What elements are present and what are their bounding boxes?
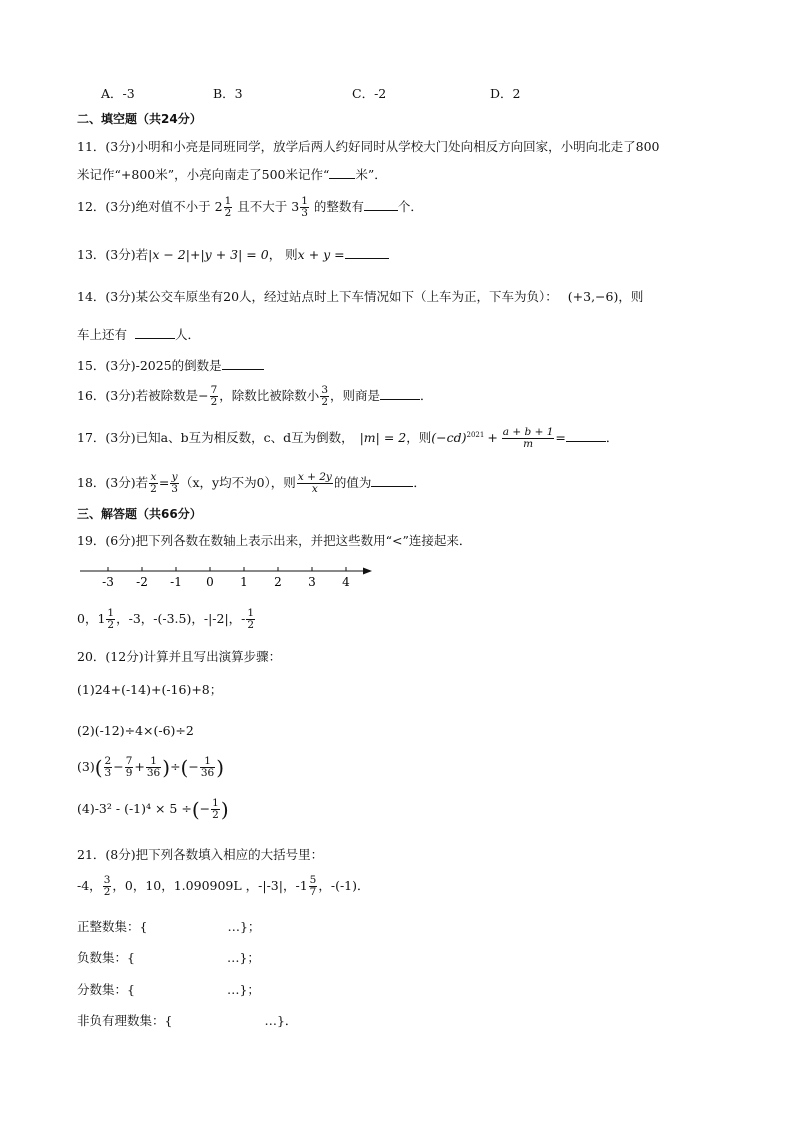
question-20: 20．(12分)计算并且写出演算步骤： [77,649,282,664]
set-fractions: 分数集：{ …}； [77,982,260,997]
tick-label: -1 [170,575,182,589]
fraction: $\frac{x + 2y}{x}$ [297,471,332,495]
section-title-fill-in: 二、填空题（共24分） [77,112,202,126]
tick-label: 1 [240,575,248,589]
question-16: 16．(3分)若被除数是− $\frac{7}{2}$ ，除数比被除数小 $\frac{3}{2}$ ，则商是 ． [77,384,433,408]
question-20-part-3: (3)( $\frac{2}{3}$ − $\frac{7}{9}$ + $\frac{1}{36}$ )÷(− $\frac{1}{36}$ ) [77,755,225,780]
fraction: $\frac{1}{3}$ [301,195,308,219]
tick-label: 3 [308,575,316,589]
answer-blank [380,387,420,400]
question-12: 12．(3分)绝对值不小于 2 $\frac{1}{2}$ 且不大于 3 $\frac{1}{3}$ 的整数有 个． [77,195,423,219]
tick-label: 2 [274,575,282,589]
question-21: 21．(8分)把下列各数填入相应的大括号里： [77,847,324,862]
section-title-solutions: 三、解答题（共66分） [77,507,202,521]
fraction: $\frac{7}{2}$ [210,384,218,408]
question-19: 19．(6分)把下列各数在数轴上表示出来，并把这些数用“<”连接起来． [77,533,472,548]
question-14-line2: 车上还有 人． [77,327,201,342]
option-b: B．3 [213,86,243,101]
question-20-part-1: (1)24+(-14)+(-16)+8； [77,682,223,697]
question-11-line2: 米记作“+800米”，小亮向南走了500米记作“ 米”． [77,167,387,182]
question-15: 15．(3分)-2025的倒数是 [77,356,264,374]
tick-label: -2 [136,575,148,589]
question-18: 18．(3分)若 $\frac{x}{2}$ = $\frac{y}{3}$ （x，y均不为0），则 $\frac{x + 2y}{x}$ 的值为 ． [77,471,426,495]
question-20-part-2: (2)(-12)÷4×(-6)÷2 [77,723,194,738]
option-a: A．-3 [101,86,135,101]
answer-blank [371,474,413,487]
fraction: $\frac{1}{2}$ [224,195,232,219]
fraction: $\frac{1}{2}$ [107,607,115,631]
set-negative-numbers: 负数集：{ …}； [77,950,260,965]
question-14-line1: 14．(3分)某公交车原坐有20人，经过站点时上下车情况如下（上车为正，下车为负）： (+3,−6)，则 [77,289,644,304]
arrow-icon [363,568,372,575]
option-d: D．2 [490,86,521,101]
fraction: $\frac{x}{2}$ [150,471,157,495]
fraction: $\frac{3}{2}$ [321,384,328,408]
question-21-numbers: -4， $\frac{3}{2}$ ，0，10，1.090909L ，-|-3|，-1 $\frac{5}{7}$ ，-(-1)． [77,874,370,898]
answer-blank [364,198,398,211]
answer-blank [222,357,264,370]
fraction: $\frac{a + b + 1}{m}$ [502,426,554,450]
answer-blank [566,429,606,442]
question-11-line1: 11．(3分)小明和小亮是同班同学，放学后两人约好同时从学校大门处向相反方向回家，小明向北走了800 [77,139,660,154]
question-20-part-4: (4)-3² - (-1)⁴ × 5 ÷(− $\frac{1}{2}$ ) [77,797,229,822]
question-17: 17．(3分)已知a、b互为相反数，c、d互为倒数， |m| = 2，则$(-cd)^{2021}$ + $\frac{a + b + 1}{m}$ = ． [77,426,619,450]
tick-label: 4 [342,575,350,589]
answer-blank [135,326,175,339]
set-nonnegative-rationals: 非负有理数集：{ …}． [77,1013,298,1028]
answer-blank [345,246,389,259]
option-c: C．-2 [352,86,387,101]
set-positive-integers: 正整数集：{ …}； [77,919,261,934]
fraction: $\frac{1}{2}$ [247,607,255,631]
question-19-numbers: 0，1 $\frac{1}{2}$ ，-3，-(-3.5)，-|-2|，- $\frac{1}{2}$ [77,607,255,631]
number-line [78,562,378,594]
answer-blank [329,166,355,179]
fraction: $\frac{y}{3}$ [171,471,178,495]
question-13: 13．(3分)若|x − 2|+|y + 3| = 0， 则x + y = [77,245,389,263]
tick-label: 0 [206,575,214,589]
tick-label: -3 [102,575,114,589]
